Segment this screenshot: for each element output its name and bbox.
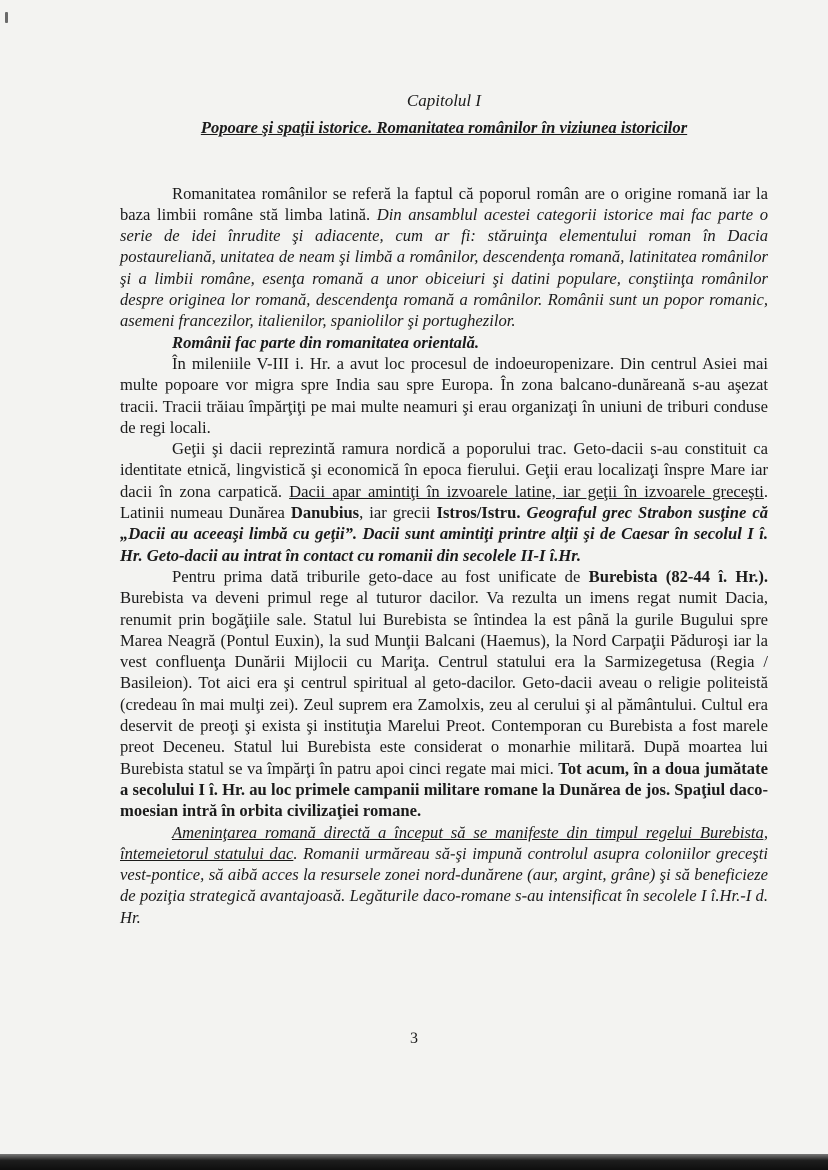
- text-segment: . Latinii numeau Dunărea: [120, 481, 769, 523]
- text-segment: Burebista (82-44 î. Hr.).: [588, 566, 768, 586]
- text-segment: Geţii şi dacii reprezintă ramura nordică a poporului trac. Geto-dacii s-au constituit ca identitate etnică, lingvistică şi economică în epoca fierului. Geţii erau localizaţi înspre Mare iar dacii în zona carpatică.: [120, 439, 768, 501]
- text-segment: Tot acum, în a doua jumătate a secolului I î. Hr. au loc primele campanii militare romane la Dunărea de jos. Spaţiul daco-moesian intră în orbita civilizaţiei romane.: [120, 758, 768, 821]
- paragraph: [120, 822, 768, 928]
- text-segment: Din ansamblul acestei categorii istorice mai fac parte o serie de idei înrudite şi adiacente, cum ar fi: stăruinţa elementului roman în Dacia postaureliană, unitatea de neam şi limbă a românilor, descendenţa romană, latinitatea românilor şi a limbii române, esenţa romană a unor obiceiuri şi datini populare, conştiinţa românilor despre originea lor romană, descendenţa romană a românilor. Românii sunt un popor romanic, asemeni francezilor, italienilor, spaniolilor şi portughezilor.: [120, 204, 768, 331]
- paragraph: [120, 332, 768, 353]
- text-segment: În mileniile V-III i. Hr. a avut loc procesul de indoeuropenizare. Din centrul Asiei mai multe popoare vor migra spre India sau spre Europa. În zona balcano-dunăreană s-au aşezat tracii. Tracii trăiau împărţiţi pe mai multe neamuri şi erau organizaţi în uniuni de triburi conduse de regi locali.: [120, 353, 768, 437]
- text-segment: Românii fac parte din romanitatea orientală.: [172, 332, 480, 352]
- text-segment: Pentru prima dată triburile geto-dace au fost unificate de: [172, 566, 589, 586]
- scan-mark: [5, 12, 8, 23]
- chapter-title: Popoare şi spaţii istorice. Romanitatea românilor în viziunea istoricilor: [200, 118, 688, 138]
- text-segment: Danubius: [290, 503, 360, 523]
- body-text: [120, 183, 768, 928]
- text-segment: Ameninţarea romană directă a început să se manifeste din timpul regelui Burebista, întemeietorul statului dac: [120, 822, 768, 863]
- text-segment: . Romanii urmăreau să-şi impună controlul asupra coloniilor greceşti vest-pontice, să aibă acces la resursele zonei nord-dunărene (aur, argint, grâne) şi să beneficieze de poziţia strategică avantajoasă. Legăturile daco-romane s-au intensificat în secolele I î.Hr.-I d. Hr.: [120, 843, 768, 927]
- paragraph: [120, 566, 768, 822]
- paragraph: [120, 183, 768, 332]
- text-segment: Istros/Istru.: [436, 503, 521, 523]
- paragraph: [120, 438, 768, 566]
- text-segment: Burebista va deveni primul rege al tuturor dacilor. Va rezulta un imens regat numit Dacia, renumit prin bogăţiile sale. Statul lui Burebista se întindea la est până la gurile Bugului spre Marea Neagră (Pontul Euxin), la sud Munţii Balcani (Haemus), la Nord Carpaţii Păduroşi iar la vest confluenţa Dunării Mijlocii cu Mariţa. Centrul statului era la Sarmizegetusa (Regia / Basileion). Tot aici era şi centrul spiritual al geto-dacilor. Geto-dacii aveau o religie politeistă (credeau în mai mulţi zei). Zeul suprem era Zamolxis, zeu al cerului şi al pământului. Cultul era deservit de preoţi şi exista şi instituţia Marelui Preot. Contemporan cu Burebista a fost marele preot Deceneu. Statul lui Burebista este considerat o monarhie militară. După moartea lui Burebista statul se va împărţi în patru apoi cinci regate mai mici.: [120, 588, 768, 778]
- paragraph: [120, 353, 768, 438]
- text-segment: , iar grecii: [359, 503, 437, 523]
- page-number: 3: [410, 1030, 418, 1047]
- text-segment: Geograful grec Strabon susţine că „Dacii au aceeaşi limbă cu geţii”. Dacii sunt amintiţi printre alţii şi de Caesar în secolul I î. Hr. Geto-dacii au intrat în contact cu romanii din secolele II-I î.Hr.: [120, 503, 768, 565]
- text-segment: Romanitatea românilor se referă la faptul că poporul român are o origine romană iar la baza limbii române stă limba latină.: [120, 183, 768, 224]
- text-segment: Dacii apar amintiţi în izvoarele latine, iar geţii în izvoarele greceşti: [289, 481, 764, 501]
- scan-bottom-edge: [0, 1154, 828, 1170]
- chapter-heading: Capitolul I: [406, 91, 482, 110]
- page-content: [120, 90, 768, 928]
